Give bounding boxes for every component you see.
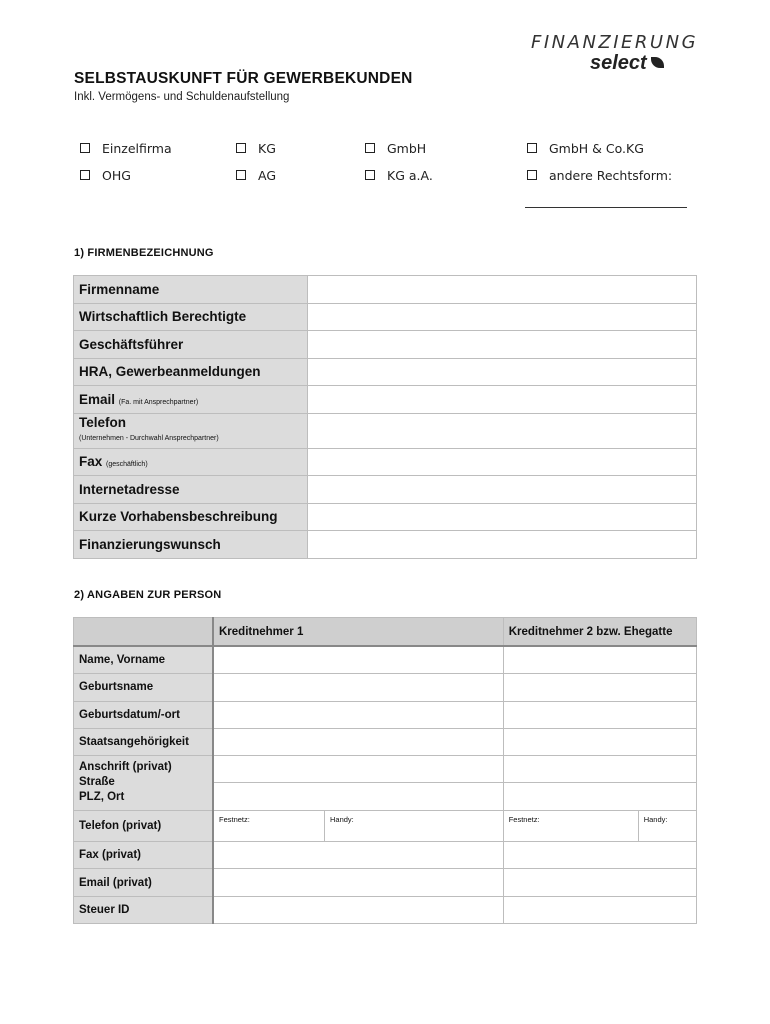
table-row <box>74 701 697 728</box>
fax-field[interactable] <box>308 448 697 476</box>
label-line: Straße <box>79 776 115 789</box>
table-row <box>74 756 697 783</box>
kn2-fax-field[interactable] <box>503 842 696 869</box>
table-row <box>74 413 697 448</box>
row-label: Geburtsname <box>74 674 214 701</box>
brand-select-text: select <box>590 52 647 74</box>
table-row <box>74 303 697 331</box>
row-label: Firmenname <box>74 276 308 304</box>
table-row <box>74 448 697 476</box>
checkbox-kg[interactable] <box>236 141 276 156</box>
row-label: Finanzierungswunsch <box>74 531 308 559</box>
checkbox-einzelfirma[interactable] <box>80 141 172 156</box>
table-row <box>74 728 697 755</box>
festnetz-label: Festnetz: <box>219 814 250 824</box>
row-label: Wirtschaftlich Berechtigte <box>74 303 308 331</box>
label-line: Anschrift (privat) <box>79 761 172 774</box>
row-label: Internetadresse <box>74 476 308 504</box>
checkbox-label: OHG <box>102 168 131 183</box>
checkbox-label: GmbH <box>387 141 427 156</box>
table-row <box>74 331 697 359</box>
kn2-strasse-field[interactable] <box>503 756 696 783</box>
table-header-row <box>74 618 697 647</box>
checkbox-kg-aa[interactable] <box>365 168 433 183</box>
row-label-email <box>74 386 308 414</box>
telefon-field[interactable] <box>308 413 697 448</box>
header-empty <box>74 618 214 647</box>
table-row <box>74 810 697 841</box>
row-label: Staatsangehörigkeit <box>74 728 214 755</box>
table-row <box>74 674 697 701</box>
row-label: Steuer ID <box>74 896 214 923</box>
label-note: (Fa. mit Ansprechpartner) <box>118 398 199 406</box>
label-text: Fax <box>79 454 103 470</box>
row-label-fax <box>74 448 308 476</box>
table-row <box>74 503 697 531</box>
geschaeftsfuehrer-field[interactable] <box>308 331 697 359</box>
vorhaben-field[interactable] <box>308 503 697 531</box>
kn1-festnetz-field[interactable] <box>213 810 325 841</box>
brand-select <box>590 52 664 75</box>
kn2-handy-field[interactable] <box>638 810 696 841</box>
page-subtitle: Inkl. Vermögens- und Schuldenaufstellung <box>74 91 290 103</box>
row-label: Kurze Vorhabensbeschreibung <box>74 503 308 531</box>
col-header-kreditnehmer-2: Kreditnehmer 2 bzw. Ehegatte <box>503 618 696 647</box>
kn1-geburtsdatum-field[interactable] <box>213 701 503 728</box>
kn2-steuer-id-field[interactable] <box>503 896 696 923</box>
checkbox-ag[interactable] <box>236 168 276 183</box>
table-row <box>74 386 697 414</box>
row-label: Telefon (privat) <box>74 810 214 841</box>
hra-field[interactable] <box>308 358 697 386</box>
checkbox-label: KG a.A. <box>387 168 433 183</box>
page-title: SELBSTAUSKUNFT FÜR GEWERBEKUNDEN <box>74 70 413 87</box>
label-text: Email <box>79 391 116 407</box>
email-field[interactable] <box>308 386 697 414</box>
table-row <box>74 869 697 896</box>
row-label: Name, Vorname <box>74 646 214 674</box>
row-label: HRA, Gewerbeanmeldungen <box>74 358 308 386</box>
checkbox-label: AG <box>258 168 277 183</box>
kn1-fax-field[interactable] <box>213 842 503 869</box>
checkbox-andere-rechtsform[interactable] <box>527 168 672 183</box>
label-line: PLZ, Ort <box>79 791 125 804</box>
kn1-geburtsname-field[interactable] <box>213 674 503 701</box>
berechtigte-field[interactable] <box>308 303 697 331</box>
table-row <box>74 358 697 386</box>
kn1-strasse-field[interactable] <box>213 756 503 783</box>
handy-label: Handy: <box>643 814 668 824</box>
kn2-festnetz-field[interactable] <box>503 810 638 841</box>
kn1-staatsangehoerigkeit-field[interactable] <box>213 728 503 755</box>
festnetz-label: Festnetz: <box>508 814 540 824</box>
checkbox-label: KG <box>258 141 276 156</box>
checkbox-icon[interactable] <box>527 143 537 153</box>
finanzierungswunsch-field[interactable] <box>308 531 697 559</box>
checkbox-icon[interactable] <box>365 170 375 180</box>
kn1-steuer-id-field[interactable] <box>213 896 503 923</box>
kn2-plz-ort-field[interactable] <box>503 783 696 810</box>
kn1-name-field[interactable] <box>213 646 503 674</box>
section-2-heading: 2) ANGABEN ZUR PERSON <box>74 589 222 601</box>
row-label-telefon <box>74 413 308 448</box>
other-legal-form-input[interactable] <box>525 207 687 208</box>
table-row <box>74 531 697 559</box>
kn2-geburtsname-field[interactable] <box>503 674 696 701</box>
person-table <box>73 617 697 924</box>
table-row <box>74 646 697 674</box>
checkbox-icon[interactable] <box>365 143 375 153</box>
checkbox-icon[interactable] <box>80 143 90 153</box>
kn2-email-field[interactable] <box>503 869 696 896</box>
row-label-anschrift <box>74 756 214 811</box>
leaf-icon <box>651 57 664 68</box>
checkbox-label: andere Rechtsform: <box>549 168 673 183</box>
table-row <box>74 276 697 304</box>
kn1-email-field[interactable] <box>213 869 503 896</box>
checkbox-label: GmbH & Co.KG <box>549 141 644 156</box>
label-note: (Unternehmen - Durchwahl Ansprechpartner) <box>79 435 219 442</box>
label-note: (geschäftlich) <box>106 461 148 469</box>
checkbox-icon[interactable] <box>236 170 246 180</box>
label-text: Telefon <box>79 415 126 430</box>
table-row <box>74 842 697 869</box>
brand-name: FINANZIERUNG <box>531 32 699 53</box>
internet-field[interactable] <box>308 476 697 504</box>
kn2-geburtsdatum-field[interactable] <box>503 701 696 728</box>
row-label: Geschäftsführer <box>74 331 308 359</box>
row-label: Geburtsdatum/-ort <box>74 701 214 728</box>
table-row <box>74 476 697 504</box>
checkbox-gmbh[interactable] <box>365 141 426 156</box>
checkbox-ohg[interactable] <box>80 168 131 183</box>
checkbox-icon[interactable] <box>527 170 537 180</box>
row-label: Fax (privat) <box>74 842 214 869</box>
company-table <box>73 275 697 559</box>
kn1-plz-ort-field[interactable] <box>213 783 503 810</box>
checkbox-label: Einzelfirma <box>102 141 172 156</box>
checkbox-icon[interactable] <box>80 170 90 180</box>
kn2-name-field[interactable] <box>503 646 696 674</box>
firmenname-field[interactable] <box>308 276 697 304</box>
checkbox-gmbh-co-kg[interactable] <box>527 141 644 156</box>
section-1-heading: 1) FIRMENBEZEICHNUNG <box>74 247 214 259</box>
col-header-kreditnehmer-1: Kreditnehmer 1 <box>213 618 503 647</box>
checkbox-icon[interactable] <box>236 143 246 153</box>
kn1-handy-field[interactable] <box>325 810 504 841</box>
handy-label: Handy: <box>330 814 354 824</box>
table-row <box>74 896 697 923</box>
row-label: Email (privat) <box>74 869 214 896</box>
kn2-staatsangehoerigkeit-field[interactable] <box>503 728 696 755</box>
